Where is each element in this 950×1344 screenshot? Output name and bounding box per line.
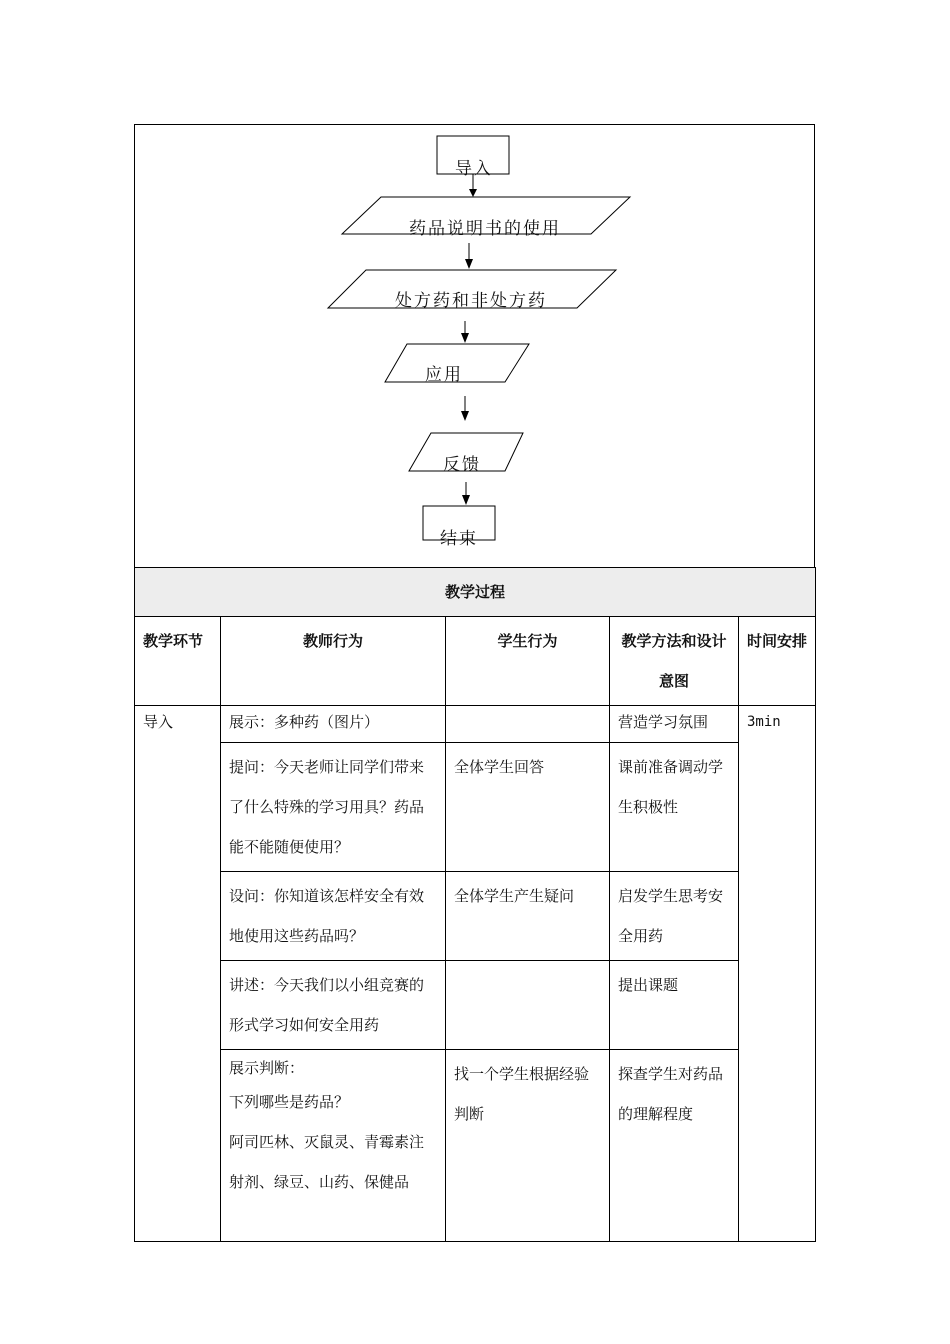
flow-step-label-2: 药品说明书的使用 xyxy=(409,219,561,239)
flow-step-label-1: 导入 xyxy=(455,159,493,179)
method-cell: 提出课题 xyxy=(610,961,739,1050)
teacher-cell: 设问：你知道该怎样安全有效地使用这些药品吗？ xyxy=(221,872,446,961)
flow-arrowhead-4 xyxy=(461,411,469,421)
flow-step-label-3: 处方药和非处方药 xyxy=(395,291,547,311)
table-title: 教学过程 xyxy=(135,568,816,617)
teacher-cell: 讲述：今天我们以小组竞赛的形式学习如何安全用药 xyxy=(221,961,446,1050)
table-row xyxy=(135,961,816,1050)
header-teacher: 教师行为 xyxy=(221,617,446,706)
header-stage: 教学环节 xyxy=(135,617,221,706)
table-title-row xyxy=(135,568,816,617)
header-student: 学生行为 xyxy=(446,617,610,706)
teacher-line: 下列哪些是药品？ xyxy=(229,1093,350,1111)
method-cell: 启发学生思考安全用药 xyxy=(610,872,739,961)
student-cell xyxy=(446,961,610,1050)
stage-cell: 导入 xyxy=(135,706,221,1242)
table-row xyxy=(135,743,816,872)
teacher-cell xyxy=(221,1050,446,1242)
method-cell: 课前准备调动学生积极性 xyxy=(610,743,739,872)
student-cell: 全体学生产生疑问 xyxy=(446,872,610,961)
teacher-cell: 展示：多种药（图片） xyxy=(221,706,446,743)
method-cell: 探查学生对药品的理解程度 xyxy=(610,1050,739,1242)
student-cell: 找一个学生根据经验判断 xyxy=(446,1050,610,1242)
table-row xyxy=(135,706,816,743)
table-row xyxy=(135,872,816,961)
teacher-line: 阿司匹林、灭鼠灵、青霉素注射剂、绿豆、山药、保健品 xyxy=(229,1133,425,1191)
teacher-line: 展示判断： xyxy=(229,1059,305,1077)
flow-arrowhead-5 xyxy=(462,495,470,505)
student-cell: 全体学生回答 xyxy=(446,743,610,872)
flow-arrowhead-1 xyxy=(469,189,477,197)
table-row xyxy=(135,1050,816,1242)
flow-step-label-4: 应用 xyxy=(425,365,463,385)
time-cell: 3min xyxy=(739,706,816,1242)
table-header-row xyxy=(135,617,816,706)
teacher-cell: 提问：今天老师让同学们带来了什么特殊的学习用具？药品能不能随便使用？ xyxy=(221,743,446,872)
header-method: 教学方法和设计意图 xyxy=(610,617,739,706)
student-cell xyxy=(446,706,610,743)
flowchart-diagram xyxy=(135,125,816,569)
flow-arrowhead-2 xyxy=(465,259,473,269)
flow-step-label-6: 结束 xyxy=(440,529,478,549)
teaching-process-table xyxy=(134,567,816,1242)
flow-step-label-5: 反馈 xyxy=(443,455,481,475)
header-time: 时间安排 xyxy=(739,617,816,706)
flowchart-panel xyxy=(134,124,815,568)
flow-arrowhead-3 xyxy=(461,333,469,343)
method-cell: 营造学习氛围 xyxy=(610,706,739,743)
